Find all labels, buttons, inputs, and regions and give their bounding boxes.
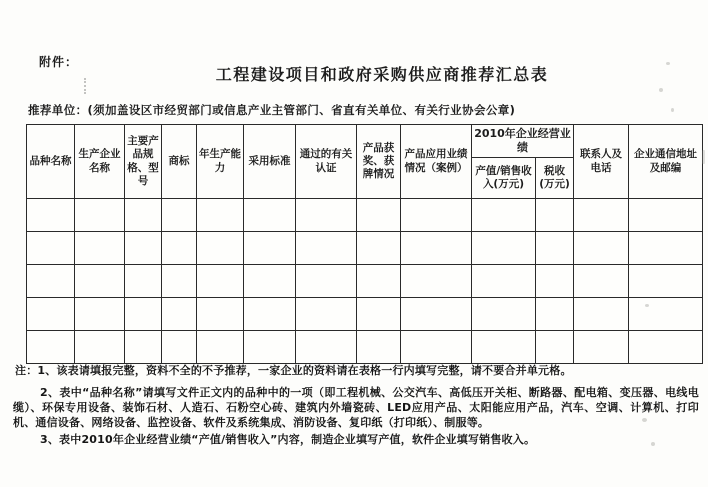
scan-artifact	[671, 108, 674, 112]
empty-cell	[472, 199, 536, 232]
empty-cell	[536, 265, 574, 298]
empty-cell	[357, 199, 401, 232]
col-header-address-zip: 企业通信地址及邮编	[629, 125, 703, 199]
table-row	[27, 265, 703, 298]
empty-cell	[629, 331, 703, 364]
recommender-unit-line: 推荐单位：(须加盖设区市经贸部门或信息产业主管部门、省直有关单位、有关行业协会公章)	[28, 103, 516, 117]
empty-cell	[27, 232, 75, 265]
empty-cell	[357, 232, 401, 265]
empty-cell	[401, 331, 472, 364]
empty-cell	[574, 232, 629, 265]
empty-cell	[27, 331, 75, 364]
empty-cell	[162, 199, 197, 232]
empty-cell	[629, 232, 703, 265]
col-header-product-spec-model: 主要产品规格、型号	[125, 125, 162, 199]
empty-cell	[162, 265, 197, 298]
empty-cell	[75, 199, 125, 232]
col-header-adopted-standard: 采用标准	[244, 125, 296, 199]
col-header-output-sales-revenue: 产值/销售收入(万元)	[472, 158, 536, 199]
supplier-recommendation-table	[26, 124, 703, 364]
empty-cell	[296, 331, 357, 364]
empty-cell	[197, 331, 244, 364]
empty-cell	[629, 298, 703, 331]
empty-cell	[472, 232, 536, 265]
empty-cell	[244, 265, 296, 298]
empty-cell	[472, 265, 536, 298]
empty-cell	[125, 232, 162, 265]
empty-cell	[401, 199, 472, 232]
col-header-certifications: 通过的有关认证	[296, 125, 357, 199]
empty-cell	[401, 232, 472, 265]
empty-cell	[75, 265, 125, 298]
col-header-manufacturer-name: 生产企业名称	[75, 125, 125, 199]
header-row-top	[27, 125, 703, 158]
empty-cell	[574, 265, 629, 298]
empty-cell	[75, 298, 125, 331]
table-row	[27, 199, 703, 232]
empty-cell	[536, 331, 574, 364]
col-header-tax: 税收(万元)	[536, 158, 574, 199]
empty-cell	[27, 298, 75, 331]
note-3: 3、表中2010年企业经营业绩“产值/销售收入”内容，制造企业填写产值，软件企业填写销售收入。	[40, 433, 536, 446]
empty-cell	[472, 331, 536, 364]
empty-cell	[162, 298, 197, 331]
attachment-label: 附件：	[39, 55, 79, 69]
col-header-annual-capacity: 年生产能力	[197, 125, 244, 199]
empty-cell	[296, 232, 357, 265]
table-row	[27, 232, 703, 265]
empty-cell	[244, 199, 296, 232]
scan-artifact	[651, 442, 655, 446]
note-1: 注：1、该表请填报完整，资料不全的不予推荐，一家企业的资料请在表格一行内填写完整，请不要合并单元格。	[15, 364, 572, 377]
table-row	[27, 331, 703, 364]
scan-artifact	[642, 418, 647, 422]
col-header-variety-name: 品种名称	[27, 125, 75, 199]
empty-cell	[536, 232, 574, 265]
scan-artifact	[645, 304, 649, 307]
empty-cell	[574, 298, 629, 331]
empty-cell	[27, 265, 75, 298]
empty-cell	[357, 298, 401, 331]
scan-artifact	[84, 78, 87, 94]
empty-cell	[401, 265, 472, 298]
empty-cell	[629, 199, 703, 232]
empty-cell	[296, 199, 357, 232]
empty-cell	[162, 331, 197, 364]
scan-artifact	[702, 150, 705, 164]
empty-cell	[125, 265, 162, 298]
table-body	[27, 199, 703, 364]
empty-cell	[244, 331, 296, 364]
empty-cell	[75, 331, 125, 364]
empty-cell	[472, 298, 536, 331]
scan-artifact	[666, 62, 670, 65]
empty-cell	[27, 199, 75, 232]
empty-cell	[125, 331, 162, 364]
empty-cell	[629, 265, 703, 298]
empty-cell	[244, 298, 296, 331]
empty-cell	[536, 199, 574, 232]
col-group-header-2010-performance: 2010年企业经营业绩	[472, 125, 574, 158]
table-row	[27, 298, 703, 331]
empty-cell	[574, 199, 629, 232]
empty-cell	[197, 298, 244, 331]
empty-cell	[574, 331, 629, 364]
empty-cell	[401, 298, 472, 331]
empty-cell	[197, 232, 244, 265]
empty-cell	[296, 265, 357, 298]
empty-cell	[197, 265, 244, 298]
empty-cell	[357, 265, 401, 298]
empty-cell	[125, 298, 162, 331]
scan-artifact	[659, 88, 663, 92]
note-2: 2、表中“品种名称”请填写文件正文内的品种中的一项（即工程机械、公交汽车、高低压开关柜、断路器、配电箱、变压器、电线电缆）、环保专用设备、装饰石材、人造石、石粉空心砖、建筑内外墙瓷砖、LED应用产品、太阳能应用产品，汽车、空调、计算机、打印机、通信设备、网络设备、监控设备、软件及系统集成、消防设备、复印纸（打印纸）、制服等。	[13, 386, 699, 429]
empty-cell	[75, 232, 125, 265]
page-title: 工程建设项目和政府采购供应商推荐汇总表	[215, 65, 549, 84]
empty-cell	[197, 199, 244, 232]
table-header	[27, 125, 703, 199]
col-header-application-performance: 产品应用业绩情况（案例）	[401, 125, 472, 199]
col-header-trademark: 商标	[162, 125, 197, 199]
empty-cell	[244, 232, 296, 265]
empty-cell	[125, 199, 162, 232]
empty-cell	[357, 331, 401, 364]
col-header-contact-phone: 联系人及电话	[574, 125, 629, 199]
empty-cell	[162, 232, 197, 265]
col-header-awards: 产品获奖、获牌情况	[357, 125, 401, 199]
empty-cell	[296, 298, 357, 331]
empty-cell	[536, 298, 574, 331]
